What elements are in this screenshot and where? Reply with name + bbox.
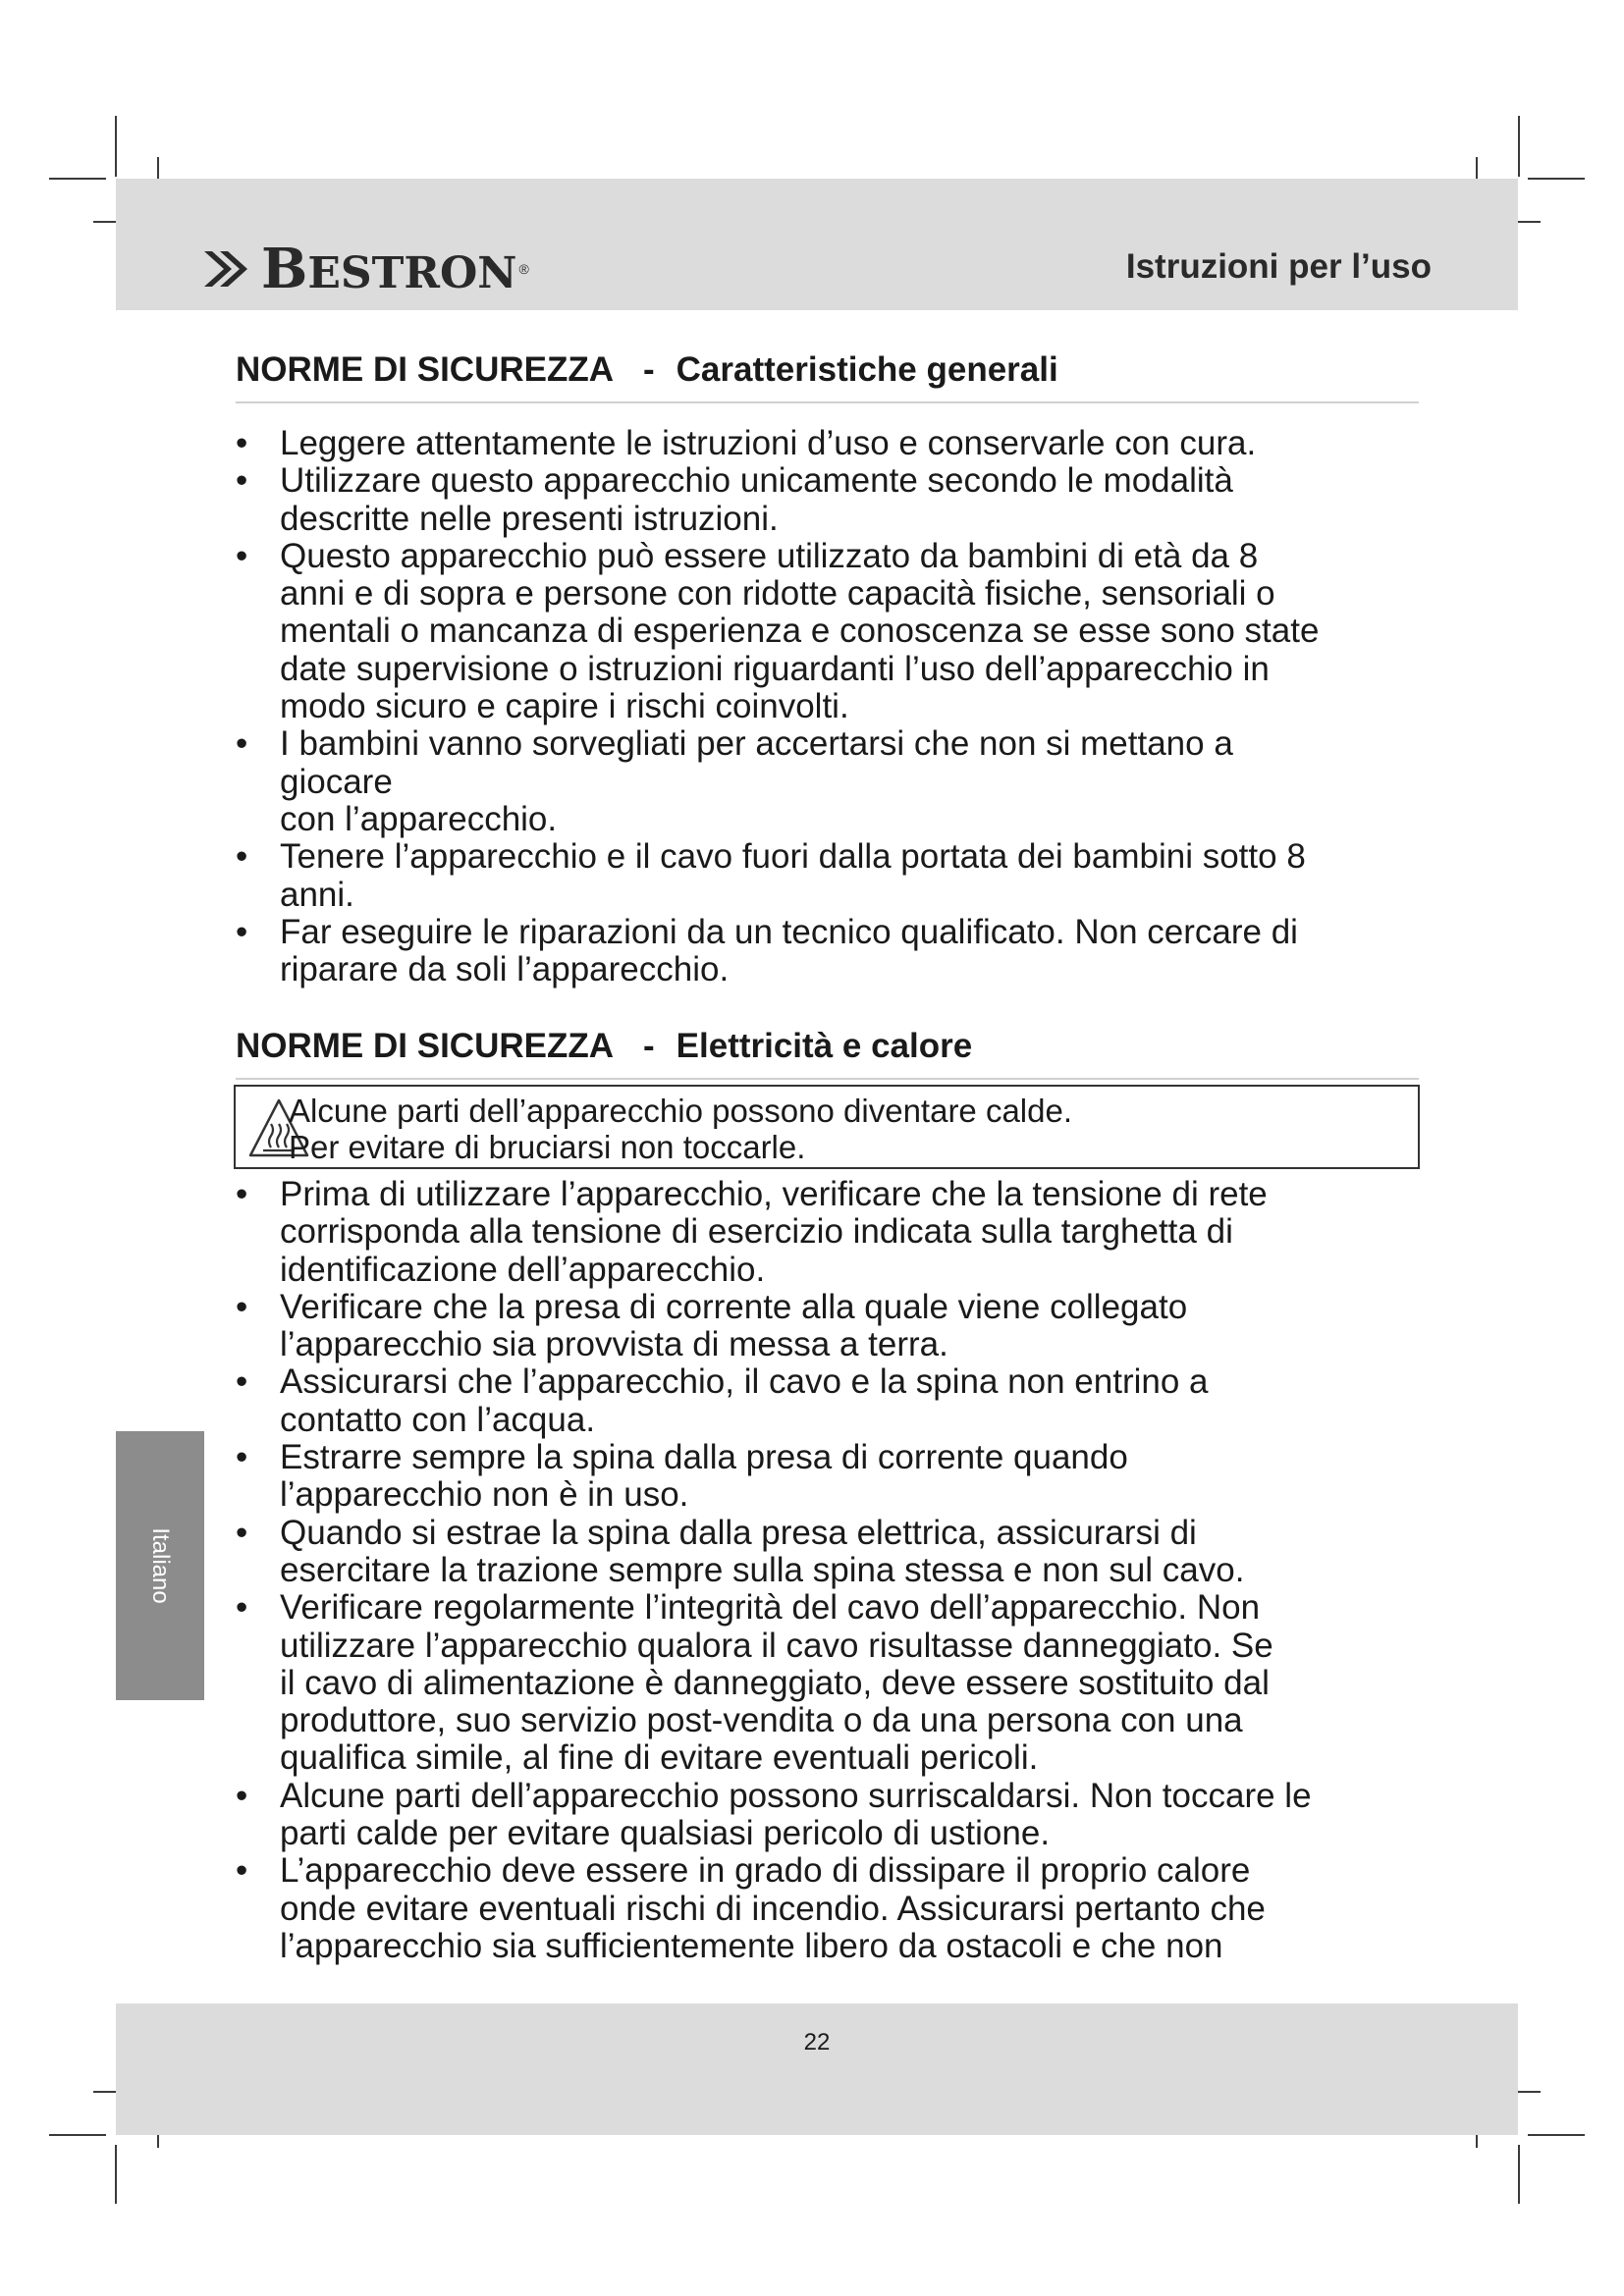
list-item: • I bambini vanno sorvegliati per accertarsi che non si mettano a giocare con l’apparecchio. [236, 724, 1233, 838]
heading-separator: - [643, 350, 655, 389]
warning-text: Alcune parti dell’apparecchio possono diventare calde. Per evitare di bruciarsi non toccarle. [289, 1093, 1073, 1165]
general-safety-list [236, 425, 1434, 988]
list-item: • Assicurarsi che l’apparecchio, il cavo e la spina non entrino a contatto con l’acqua. [236, 1362, 1209, 1439]
list-item: • Prima di utilizzare l’apparecchio, verificare che la tensione di rete corrisponda alla tensione di esercizio indicata sulla targhetta di identificazione dell’apparecchio. [236, 1175, 1268, 1289]
bullet: • [236, 1287, 248, 1326]
crop-mark [1518, 2145, 1520, 2204]
electricity-safety-list [236, 1176, 1434, 1965]
bullet: • [236, 837, 248, 877]
crop-mark [115, 116, 117, 177]
list-item: • L’apparecchio deve essere in grado di dissipare il proprio calore onde evitare eventuali rischi di incendio. Assicurarsi pertanto che l’apparecchio sia sufficientemente libero da ostacoli e che non [236, 1851, 1266, 1965]
heading-separator: - [643, 1027, 655, 1065]
heading-sub: Elettricità e calore [676, 1027, 973, 1065]
bullet: • [236, 724, 248, 764]
crop-mark [49, 2134, 106, 2136]
heading-sub: Caratteristiche generali [676, 350, 1058, 389]
list-item: • Quando si estrae la spina dalla presa elettrica, assicurarsi di esercitare la trazione sempre sulla spina stessa e non sul cavo. [236, 1513, 1245, 1589]
section-heading-general [236, 350, 1419, 403]
header-band [116, 179, 1518, 310]
crop-mark [1528, 178, 1585, 180]
list-item: • Questo apparecchio può essere utilizzato da bambini di età da 8 anni e di sopra e persone con ridotte capacità fisiche, sensoriali o mentali o mancanza di esperienza e conoscenza se esse sono state date supervisione o istruzioni riguardanti l’uso dell’apparecchio in modo sicuro e capire i rischi coinvolti. [236, 536, 1320, 726]
list-item: • Leggere attentamente le istruzioni d’uso e conservarle con cura. [236, 424, 1257, 462]
list-item: • Far eseguire le riparazioni da un tecnico qualificato. Non cercare di riparare da soli l’apparecchio. [236, 912, 1298, 989]
list-item: • Tenere l’apparecchio e il cavo fuori dalla portata dei bambini sotto 8 anni. [236, 837, 1306, 914]
bullet: • [236, 536, 248, 575]
bullet: • [236, 1851, 248, 1891]
language-side-tab [116, 1431, 204, 1700]
list-item: • Utilizzare questo apparecchio unicamente secondo le modalità descritte nelle presenti istruzioni. [236, 461, 1233, 538]
crop-mark [1518, 116, 1520, 177]
bullet: • [236, 1438, 248, 1477]
bullet: • [236, 1175, 248, 1213]
document-title: Istruzioni per l’uso [1125, 247, 1432, 286]
hot-surface-warning-box [234, 1085, 1420, 1169]
chevron-logo-icon [202, 247, 255, 291]
bullet: • [236, 912, 248, 951]
list-item: • Estrarre sempre la spina dalla presa di corrente quando l’apparecchio non è in uso. [236, 1438, 1128, 1515]
language-label: Italiano [147, 1527, 174, 1604]
bullet: • [236, 461, 248, 501]
brand-wordmark: BESTRON [261, 237, 517, 301]
list-item: • Verificare che la presa di corrente alla quale viene collegato l’apparecchio sia provvista di messa a terra. [236, 1287, 1188, 1364]
list-item: • Verificare regolarmente l’integrità del cavo dell’apparecchio. Non utilizzare l’apparecchio qualora il cavo risultasse danneggiato. Se il cavo di alimentazione è danneggiato, deve essere sostituito dal produttore, suo servizio post-vendita o da una persona con una qualifica simile, al fine di evitare eventuali pericoli. [236, 1588, 1273, 1778]
bullet: • [236, 1588, 248, 1628]
heading-main: NORME DI SICUREZZA [236, 1027, 614, 1065]
list-item: • Alcune parti dell’apparecchio possono surriscaldarsi. Non toccare le parti calde per evitare qualsiasi pericolo di ustione. [236, 1776, 1312, 1853]
heading-main: NORME DI SICUREZZA [236, 350, 614, 389]
bullet: • [236, 1513, 248, 1552]
crop-mark [115, 2145, 117, 2204]
crop-mark [49, 178, 106, 180]
section-heading-electricity [236, 1027, 1419, 1080]
registered-mark: ® [518, 261, 529, 277]
bullet: • [236, 1776, 248, 1815]
crop-mark [1528, 2134, 1585, 2136]
bullet: • [236, 424, 248, 462]
bullet: • [236, 1362, 248, 1402]
brand-logo [202, 238, 529, 300]
page-number: 22 [803, 2029, 831, 2056]
footer-band [116, 2003, 1518, 2135]
